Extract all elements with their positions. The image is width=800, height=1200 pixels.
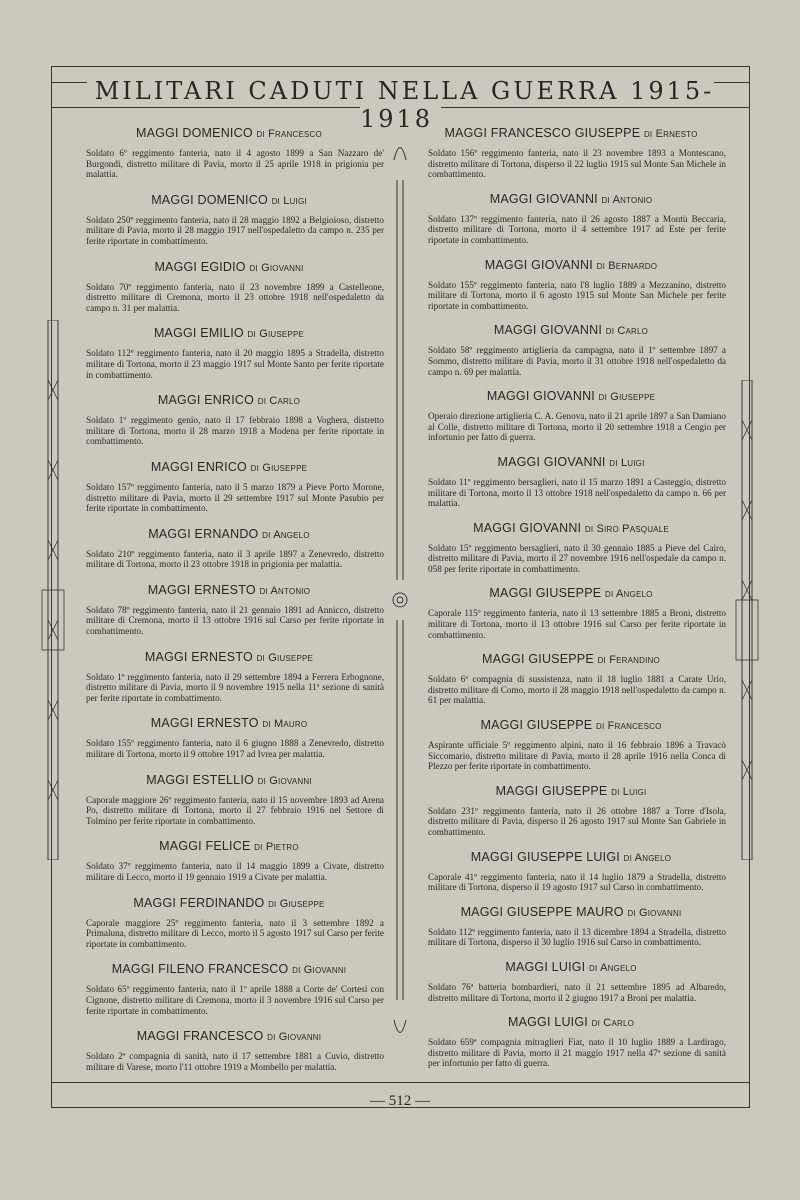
entry-father: di Francesco <box>596 720 662 733</box>
entry-text: Soldato 2ª compagnia di sanità, nato il 17 settembre 1881 a Cuvio, distretto militare di Varese, morto l'11 ottobre 1919 a Mombello per malattia. <box>86 1051 384 1072</box>
entry-name-text: MAGGI ESTELLIO <box>146 772 254 787</box>
obituary-entry <box>74 460 384 514</box>
entry-text: Caporale 115º reggimento fanteria, nato il 13 settembre 1885 a Broni, distretto militare di Tortona, morto il 13 ottobre 1916 sul Carso per ferite riportate in combattimento. <box>428 608 726 640</box>
entry-text: Soldato 11º reggimento bersaglieri, nato il 15 marzo 1891 a Casteggio, distretto militare di Tortona, morto il 13 ottobre 1918 nell'ospedaletto da campo n. 66 per malattia. <box>428 476 726 509</box>
entry-father: di Luigi <box>611 785 647 798</box>
entry-name-text: MAGGI GIOVANNI <box>484 257 593 272</box>
obituary-entry <box>74 896 384 950</box>
entry-name <box>74 650 384 664</box>
entry-text: Operaio direzione artiglieria C. A. Genova, nato il 21 aprile 1897 a San Damiano al Colle, distretto militare di Tortona, morto il 20 settembre 1918 a Cengio per infortunio per fatto di guerra. <box>428 411 726 443</box>
entry-name <box>74 583 384 597</box>
entry-name <box>74 896 384 910</box>
obituary-entry <box>416 323 726 377</box>
entry-name <box>74 1029 384 1043</box>
entry-father: di Pietro <box>254 841 299 854</box>
entry-name-text: MAGGI FRANCESCO <box>136 1029 264 1044</box>
entry-name-text: MAGGI FILENO FRANCESCO <box>111 962 289 977</box>
obituary-entry <box>74 126 384 180</box>
entry-name <box>416 323 726 337</box>
entry-text: Caporale maggiore 26º reggimento fanteria, nato il 15 novembre 1893 ad Arena Po, distretto militare di Tortona, morto il 27 febbraio 1916 nel Settore di Tolmino per ferite riportate in combattimento. <box>86 794 384 826</box>
entry-father: di Giovanni <box>292 964 347 977</box>
entry-father: di Mauro <box>262 718 308 731</box>
entry-name <box>74 260 384 274</box>
entry-name-text: MAGGI ENRICO <box>150 459 247 474</box>
entry-name <box>416 905 726 919</box>
entry-text: Soldato 78º reggimento fanteria, nato il 21 gennaio 1891 ad Annicco, distretto militare di Cremona, morto il 13 ottobre 1916 sul Carso per ferite riportate in combattimento. <box>86 604 384 637</box>
entry-name <box>74 126 384 140</box>
entry-text: Soldato 70º reggimento fanteria, nato il 23 novembre 1899 a Castelleone, distretto militare di Cremona, morto il 23 ottobre 1918 nell'ospedaletto da campo n. 31 per malattia. <box>86 281 384 313</box>
entry-father: di Angelo <box>262 528 310 541</box>
entry-text: Soldato 112º reggimento fanteria, nato il 13 dicembre 1894 a Stradella, distretto militare di Tortona, disperso il 30 luglio 1916 sul Carso in combattimento. <box>428 926 726 948</box>
entry-name-text: MAGGI GIOVANNI <box>497 454 606 469</box>
entry-text: Soldato 1º reggimento genio, nato il 17 febbraio 1898 a Voghera, distretto militare di Tortona, morto il 28 marzo 1918 a Modena per ferite riportate in combattimento. <box>86 415 384 447</box>
obituary-entry <box>416 1015 726 1069</box>
entry-name-text: MAGGI LUIGI <box>507 1015 588 1030</box>
obituary-entry <box>74 393 384 447</box>
entry-text: Soldato 15º reggimento bersaglieri, nato il 30 gennaio 1885 a Pieve del Cairo, distretto militare di Pavia, morto il 27 novembre 1916 nell'ospedale da campo n. 058 per ferite riportate in combattimento. <box>428 542 726 574</box>
entry-name <box>74 716 384 730</box>
entry-father: di Carlo <box>605 325 649 338</box>
entry-father: di Giovanni <box>627 906 682 919</box>
entry-name <box>416 126 726 140</box>
entry-name-text: MAGGI GIOVANNI <box>486 389 595 404</box>
entry-name-text: MAGGI DOMENICO <box>136 126 253 140</box>
entry-name-text: MAGGI GIUSEPPE LUIGI <box>470 849 620 864</box>
obituary-entry <box>74 193 384 247</box>
entry-name-text: MAGGI FRANCESCO GIUSEPPE <box>444 126 641 140</box>
entry-name-text: MAGGI FELICE <box>159 839 251 854</box>
entry-father: di Angelo <box>604 588 653 601</box>
entry-name-text: MAGGI GIUSEPPE MAURO <box>460 904 624 919</box>
obituary-entry <box>416 784 726 838</box>
obituary-entry <box>416 521 726 575</box>
entry-name <box>74 460 384 474</box>
obituary-entry <box>74 650 384 704</box>
entry-father: di Antonio <box>601 193 653 206</box>
obituary-entry <box>416 455 726 509</box>
entry-name-text: MAGGI ERNESTO <box>147 582 256 597</box>
entry-name <box>416 586 726 600</box>
entry-father: di Giuseppe <box>598 391 656 404</box>
left-column <box>74 126 384 1072</box>
page-title-text: MILITARI CADUTI NELLA GUERRA 1915-1918 <box>87 77 715 133</box>
column-divider-ornament <box>392 140 408 1040</box>
entry-name-text: MAGGI ERNANDO <box>148 526 259 541</box>
obituary-entry <box>416 258 726 312</box>
side-ornament-right <box>734 380 760 860</box>
entry-text: Soldato 231º reggimento fanteria, nato il 26 ottobre 1887 a Torre d'Isola, distretto militare di Pavia, disperso il 26 agosto 1917 sul Monte San Gabriele in combattimento. <box>428 805 726 837</box>
entry-name <box>416 652 726 666</box>
entry-name <box>74 773 384 787</box>
entry-name-text: MAGGI GIUSEPPE <box>482 652 594 667</box>
entry-name <box>416 389 726 403</box>
entry-father: di Antonio <box>259 584 311 597</box>
entry-name-text: MAGGI GIOVANNI <box>493 323 603 338</box>
entry-text: Caporale maggiore 25º reggimento fanteria, nato il 3 settembre 1892 a Primaluna, distretto militare di Lecco, morto il 5 agosto 1917 sul Carso per ferite riportate in combattimento. <box>86 917 384 949</box>
entry-name-text: MAGGI DOMENICO <box>151 192 268 207</box>
entry-name-text: MAGGI GIOVANNI <box>489 191 598 206</box>
entry-father: di Siro Pasquale <box>584 522 669 535</box>
obituary-entry <box>416 960 726 1003</box>
side-ornament-left <box>40 320 66 860</box>
obituary-entry <box>416 389 726 443</box>
entry-father: di Giuseppe <box>250 461 308 474</box>
entry-father: di Carlo <box>257 395 301 408</box>
obituary-entry <box>416 586 726 640</box>
entry-name-text: MAGGI GIOVANNI <box>473 520 582 535</box>
footer-rule <box>51 1082 750 1083</box>
entry-father: di Angelo <box>589 961 637 974</box>
entry-name-text: MAGGI GIUSEPPE <box>480 718 593 733</box>
entry-text: Aspirante ufficiale 5º reggimento alpini, nato il 16 febbraio 1896 a Travacò Siccomario, distretto militare di Pavia, morto il 28 aprile 1916 nella Conca di Plezzo per ferite riportate in combattimento. <box>428 740 726 772</box>
obituary-entry <box>74 962 384 1016</box>
obituary-entry <box>416 192 726 246</box>
obituary-entry <box>74 1029 384 1072</box>
entry-name <box>74 193 384 207</box>
entry-text: Soldato 37º reggimento fanteria, nato il 14 maggio 1899 a Civate, distretto militare di Lecco, morto il 19 gennaio 1919 a Civate per malattia. <box>86 861 384 882</box>
entry-father: di Francesco <box>256 128 322 140</box>
entry-father: di Luigi <box>609 456 645 469</box>
entry-name <box>416 718 726 732</box>
entry-father: di Ernesto <box>643 128 698 140</box>
entry-name-text: MAGGI EMILIO <box>153 326 244 341</box>
obituary-entry <box>74 583 384 637</box>
entry-father: di Giovanni <box>249 261 304 274</box>
entry-text: Soldato 137º reggimento fanteria, nato il 26 agosto 1887 a Montù Beccaria, distretto militare di Tortona, morto il 4 settembre 1917 ad Este per ferite riportate in combattimento. <box>428 213 726 245</box>
entry-name-text: MAGGI LUIGI <box>505 959 586 974</box>
entry-name-text: MAGGI FERDINANDO <box>133 895 265 910</box>
obituary-entry <box>416 850 726 893</box>
entry-text: Soldato 112º reggimento fanteria, nato il 20 maggio 1895 a Stradella, distretto militare di Tortona, morto il 23 maggio 1917 sul Monte Santo per ferite riportate in combattimento. <box>86 348 384 380</box>
entry-father: di Giovanni <box>267 1031 322 1044</box>
page-number: — 512 — <box>370 1093 430 1109</box>
entry-father: di Ferandino <box>597 654 660 667</box>
entry-father: di Luigi <box>271 194 307 207</box>
entry-name-text: MAGGI ENRICO <box>157 393 255 408</box>
entry-name-text: MAGGI GIUSEPPE <box>495 783 608 798</box>
entry-name <box>416 521 726 535</box>
entry-text: Soldato 155º reggimento fanteria, nato l'8 luglio 1889 a Mezzanino, distretto militare di Tortona, morto il 6 agosto 1915 sul Monte San Michele per ferite riportate in combattimento. <box>428 279 726 311</box>
entry-name-text: MAGGI ERNESTO <box>150 716 259 731</box>
entry-father: di Giuseppe <box>268 897 325 910</box>
entry-text: Soldato 156º reggimento fanteria, nato il 23 novembre 1893 a Montescano, distretto militare di Tortona, disperso il 22 luglio 1915 sul Monte San Michele in combattimento. <box>428 148 726 180</box>
entry-name <box>416 192 726 206</box>
entry-father: di Bernardo <box>596 259 658 272</box>
obituary-entry <box>74 839 384 882</box>
entry-name <box>416 784 726 798</box>
entry-text: Caporale 41º reggimento fanteria, nato il 14 luglio 1879 a Stradella, distretto militare di Tortona, disperso il 19 agosto 1917 sul Carso in combattimento. <box>428 871 726 893</box>
obituary-entry <box>74 260 384 314</box>
entry-name-text: MAGGI ERNESTO <box>144 649 253 664</box>
entry-father: di Giovanni <box>257 774 312 787</box>
entry-father: di Carlo <box>591 1017 635 1030</box>
entry-text: Soldato 659ª compagnia mitraglieri Fiat, nato il 10 luglio 1889 a Lardirago, distretto militare di Pavia, morto il 21 maggio 1917 nella 47ª sezione di sanità per infortunio per fatto di guerra. <box>428 1037 726 1069</box>
entry-text: Soldato 155º reggimento fanteria, nato il 6 giugno 1888 a Zenevredo, distretto militare di Tortona, morto il 9 ottobre 1917 ad Ivrea per malattia. <box>86 738 384 760</box>
entry-name <box>74 393 384 407</box>
entry-text: Soldato 250º reggimento fanteria, nato il 28 maggio 1892 a Belgioioso, distretto militare di Pavia, morto il 28 maggio 1917 nell'ospedaletto da campo n. 235 per ferite riportate in combattimento. <box>86 214 384 246</box>
obituary-entry <box>74 773 384 827</box>
entry-name <box>74 839 384 853</box>
obituary-entry <box>74 527 384 570</box>
entry-name <box>416 1015 726 1029</box>
obituary-entry <box>416 126 726 180</box>
entry-text: Soldato 76ª batteria bombardieri, nato il 21 settembre 1895 ad Albaredo, distretto militare di Tortona, morto il 2 giugno 1917 a Broni per malattia. <box>428 981 726 1003</box>
entry-name <box>416 258 726 272</box>
right-column <box>416 126 726 1069</box>
page-title <box>51 77 750 133</box>
entry-name <box>74 962 384 976</box>
entry-text: Soldato 6ª compagnia di sussistenza, nato il 18 luglio 1881 a Carate Urio, distretto militare di Como, morto il 28 maggio 1918 nell'ospedaletto da campo n. 61 per malattia. <box>428 674 726 706</box>
entry-text: Soldato 65º reggimento fanteria, nato il 1º aprile 1888 a Corte de' Cortesi con Cignone, distretto militare di Cremona, morto il 3 novembre 1916 sul Carso per ferite riportate in combattimento. <box>86 984 384 1016</box>
entry-text: Soldato 58º reggimento artiglieria da campagna, nato il 1º settembre 1897 a Sommo, distretto militare di Pavia, morto il 31 ottobre 1918 nell'ospedaletto da campo n. 69 per malattia. <box>428 345 726 377</box>
entry-name <box>416 455 726 469</box>
obituary-entry <box>74 326 384 380</box>
entry-name-text: MAGGI GIUSEPPE <box>489 586 602 601</box>
entry-name <box>416 960 726 974</box>
entry-name <box>74 527 384 541</box>
obituary-entry <box>416 905 726 948</box>
entry-text: Soldato 210º reggimento fanteria, nato il 3 aprile 1897 a Zenevredo, distretto militare di Tortona, morto il 23 ottobre 1918 in prigionia per malattia. <box>86 548 384 570</box>
obituary-entry <box>74 716 384 759</box>
entry-name <box>74 326 384 340</box>
entry-text: Soldato 157º reggimento fanteria, nato il 5 marzo 1879 a Pieve Porto Morone, distretto militare di Pavia, morto il 29 settembre 1917 sul Monte Pasubio per ferite riportate in combattimento. <box>86 481 384 514</box>
obituary-entry <box>416 652 726 706</box>
entry-text: Soldato 6º reggimento fanteria, nato il 4 agosto 1899 a San Nazzaro de' Burgondi, distretto militare di Pavia, morto il 25 aprile 1918 in prigionia per malattia. <box>86 148 384 180</box>
entry-father: di Angelo <box>623 851 672 864</box>
entry-name <box>416 850 726 864</box>
entry-name-text: MAGGI EGIDIO <box>154 259 246 274</box>
obituary-entry <box>416 718 726 772</box>
entry-father: di Giuseppe <box>256 651 314 664</box>
entry-father: di Giuseppe <box>247 328 305 341</box>
entry-text: Soldato 1º reggimento fanteria, nato il 29 settembre 1894 a Ferrera Erbognone, distretto militare di Pavia, morto il 9 novembre 1915 nella 11ª sezione di sanità per ferite riportate in combattimento. <box>86 671 384 703</box>
